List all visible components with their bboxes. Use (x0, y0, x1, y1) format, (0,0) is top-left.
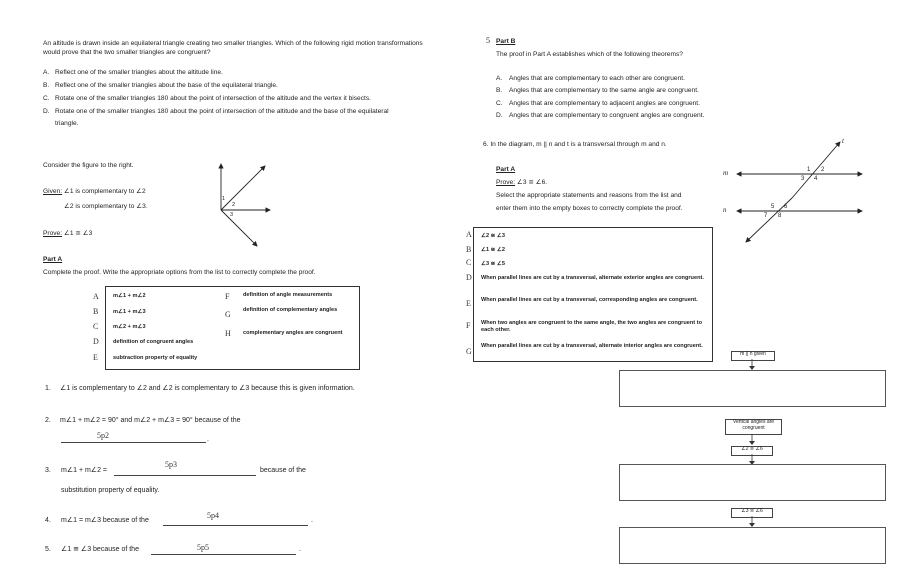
line-n-label: n (723, 206, 727, 214)
given-label: Given: (43, 188, 63, 195)
opt-e[interactable]: subtraction property of equality (113, 355, 198, 361)
opt-a[interactable]: m∠1 + m∠2 (113, 293, 146, 299)
step-4-num: 4. (45, 517, 51, 524)
opt-d[interactable]: definition of congruent angles (113, 339, 194, 345)
given-2: ∠2 is complementary to ∠3. (64, 203, 148, 210)
q6-prove-label: Prove: (496, 179, 516, 186)
q6-opt-a-letter: A (466, 230, 472, 239)
q6-prove-statement: ∠3 ≅ ∠6. (516, 179, 548, 186)
opt-f[interactable]: definition of angle measurements (243, 292, 333, 298)
q6-opt-f-letter: F (466, 321, 471, 330)
step-2: 2. m∠1 + m∠2 = 90° and m∠2 + m∠3 = 90° because of the (45, 417, 241, 424)
part-a-instructions: Complete the proof. Write the appropriate options from the list to correctly complete the proof. (43, 269, 316, 276)
angle-label-1: 1 (807, 167, 811, 173)
step-2-answer: 5p2 (97, 431, 109, 440)
q6-opt-b-letter: B (466, 245, 472, 254)
part-b-number: 5 (486, 36, 490, 45)
q6-opt-a[interactable]: ∠2 ≅ ∠3 (481, 233, 506, 239)
flow-stmt-3-6-box: ∠3 ≅ ∠6 (731, 508, 773, 518)
opt-g-letter: G (225, 310, 231, 319)
step-5-blank[interactable] (151, 545, 296, 555)
q6-opt-d-letter: D (466, 273, 472, 282)
q6-options-box (473, 227, 713, 362)
part-b-choice-c[interactable]: C. Angles that are complementary to adjacent angles are congruent. (496, 99, 700, 107)
q4-choices (43, 69, 443, 131)
angle-label-4: 4 (814, 176, 818, 182)
q6-opt-g-letter: G (466, 347, 472, 356)
opt-f-letter: F (225, 292, 230, 301)
opt-e-letter: E (93, 353, 98, 362)
flow-empty-box-3[interactable] (619, 527, 886, 564)
q4-choice-d[interactable]: D. Rotate one of the smaller triangles 180 about the point of intersection of the altitude and the base of the equilateral triangle. (43, 107, 389, 128)
angle-label-2: 2 (821, 167, 825, 173)
step-5-period: . (299, 546, 301, 553)
part-b-title: Part B (496, 38, 516, 45)
opt-d-letter: D (93, 337, 99, 346)
q4-stem: An altitude is drawn inside an equilateral triangle creating two smaller triangles. Which of the following rigid motion transformations would prove that the two smaller triangles are congruent? (43, 40, 423, 56)
step-3-post: because of the (260, 467, 306, 474)
q6-opt-b[interactable]: ∠1 ≅ ∠2 (481, 247, 506, 253)
opt-h[interactable]: complementary angles are congruent (243, 330, 343, 336)
step-3-blank[interactable] (114, 466, 256, 476)
line-m-label: m (723, 169, 729, 177)
q6-opt-e[interactable]: When parallel lines are cut by a transversal, corresponding angles are congruent. (481, 297, 698, 303)
q4-choice-a[interactable]: A. Reflect one of the smaller triangles about the altitude line. (43, 69, 223, 76)
opt-b[interactable]: m∠1 + m∠3 (113, 309, 146, 315)
part-b-choice-d[interactable]: D. Angles that are complementary to congruent angles are congruent. (496, 112, 705, 120)
q5-prove (43, 230, 92, 239)
opt-b-letter: B (93, 307, 99, 316)
angle-figure (212, 158, 272, 250)
step-2-blank[interactable] (61, 433, 206, 443)
angle-label-5: 5 (771, 204, 775, 210)
q6-stem: 6. In the diagram, m || n and t is a transversal through m and n. (483, 141, 667, 148)
prove-label: Prove: (43, 230, 63, 237)
opt-c-letter: C (93, 322, 99, 331)
part-b-choices (496, 75, 704, 121)
step-5-answer: 5p5 (197, 543, 209, 552)
angle-label-7: 7 (764, 213, 768, 219)
fig-label-2: 2 (232, 202, 236, 208)
step-2-period: . (207, 436, 209, 443)
q6-opt-f[interactable]: When two angles are congruent to the same angle, the two angles are congruent to each other. (481, 320, 702, 333)
opt-g[interactable]: definition of complementary angles (243, 307, 338, 313)
flow-arrow-2 (747, 434, 757, 446)
line-t-label: t (842, 137, 844, 145)
step-5-pre: ∠1 ≅ ∠3 because of the (61, 546, 139, 553)
q5-intro: Consider the figure to the right. (43, 162, 134, 169)
q6-opt-d[interactable]: When parallel lines are cut by a transversal, alternate exterior angles are congruent. (481, 275, 704, 281)
flow-given-box: m || n given (731, 351, 775, 361)
step-4-answer: 5p4 (207, 511, 219, 520)
q6-instructions-2: enter them into the empty boxes to correctly complete the proof. (496, 205, 683, 212)
q6-opt-c-letter: C (466, 258, 472, 267)
q6-prove (496, 179, 547, 188)
angle-label-3: 3 (801, 176, 805, 182)
q5-given (43, 188, 146, 197)
step-5-num: 5. (45, 546, 51, 553)
part-a-title: Part A (43, 256, 63, 263)
q6-opt-c[interactable]: ∠3 ≅ ∠5 (481, 261, 506, 267)
opt-c[interactable]: m∠2 + m∠3 (113, 324, 146, 330)
step-3-pre: m∠1 + m∠2 = (61, 467, 108, 474)
fig-label-1: 1 (222, 196, 226, 202)
q4-choice-b[interactable]: B. Reflect one of the smaller triangles about the base of the equilateral triangle. (43, 81, 278, 89)
part-b-choice-b[interactable]: B. Angles that are complementary to the same angle are congruent. (496, 87, 699, 95)
opt-a-letter: A (93, 292, 99, 301)
step-3-num: 3. (45, 467, 51, 474)
parallel-lines-figure (722, 138, 872, 248)
flow-stmt-2-6-box: ∠2 ≅ ∠6 (731, 446, 773, 456)
part-b-question: The proof in Part A establishes which of the following theorems? (496, 51, 683, 58)
prove-statement: ∠1 ≅ ∠3 (63, 230, 93, 237)
fig-label-3: 3 (230, 212, 234, 218)
opt-h-letter: H (225, 329, 231, 338)
given-1: ∠1 is complementary to ∠2 (63, 188, 146, 195)
flow-vertical-angles-box: Vertical angles are congruent (725, 419, 782, 435)
angle-label-8: 8 (778, 213, 782, 219)
step-1: 1. ∠1 is complementary to ∠2 and ∠2 is complementary to ∠3 because this is given information. (45, 385, 355, 392)
q6-opt-e-letter: E (466, 299, 471, 308)
step-4-period: . (311, 517, 313, 524)
step-4-blank[interactable] (163, 516, 308, 526)
q6-part-a-title: Part A (496, 166, 516, 173)
angle-label-6: 6 (784, 204, 788, 210)
q6-instructions-1: Select the appropriate statements and reasons from the list and (496, 192, 682, 199)
q4-choice-c[interactable]: C. Rotate one of the smaller triangles 180 about the point of intersection of the altitude and the vertex it bisects. (43, 94, 371, 102)
part-b-choice-a[interactable]: A. Angles that are complementary to each other are congruent. (496, 75, 685, 82)
step-3-cont: substitution property of equality. (61, 487, 160, 494)
flow-empty-box-2[interactable] (619, 464, 886, 501)
q6-opt-g[interactable]: When parallel lines are cut by a transversal, alternate interior angles are congruent. (481, 343, 703, 349)
step-4-pre: m∠1 = m∠3 because of the (61, 517, 149, 524)
step-3-answer: 5p3 (165, 460, 177, 469)
flow-empty-box-1[interactable] (619, 370, 886, 407)
